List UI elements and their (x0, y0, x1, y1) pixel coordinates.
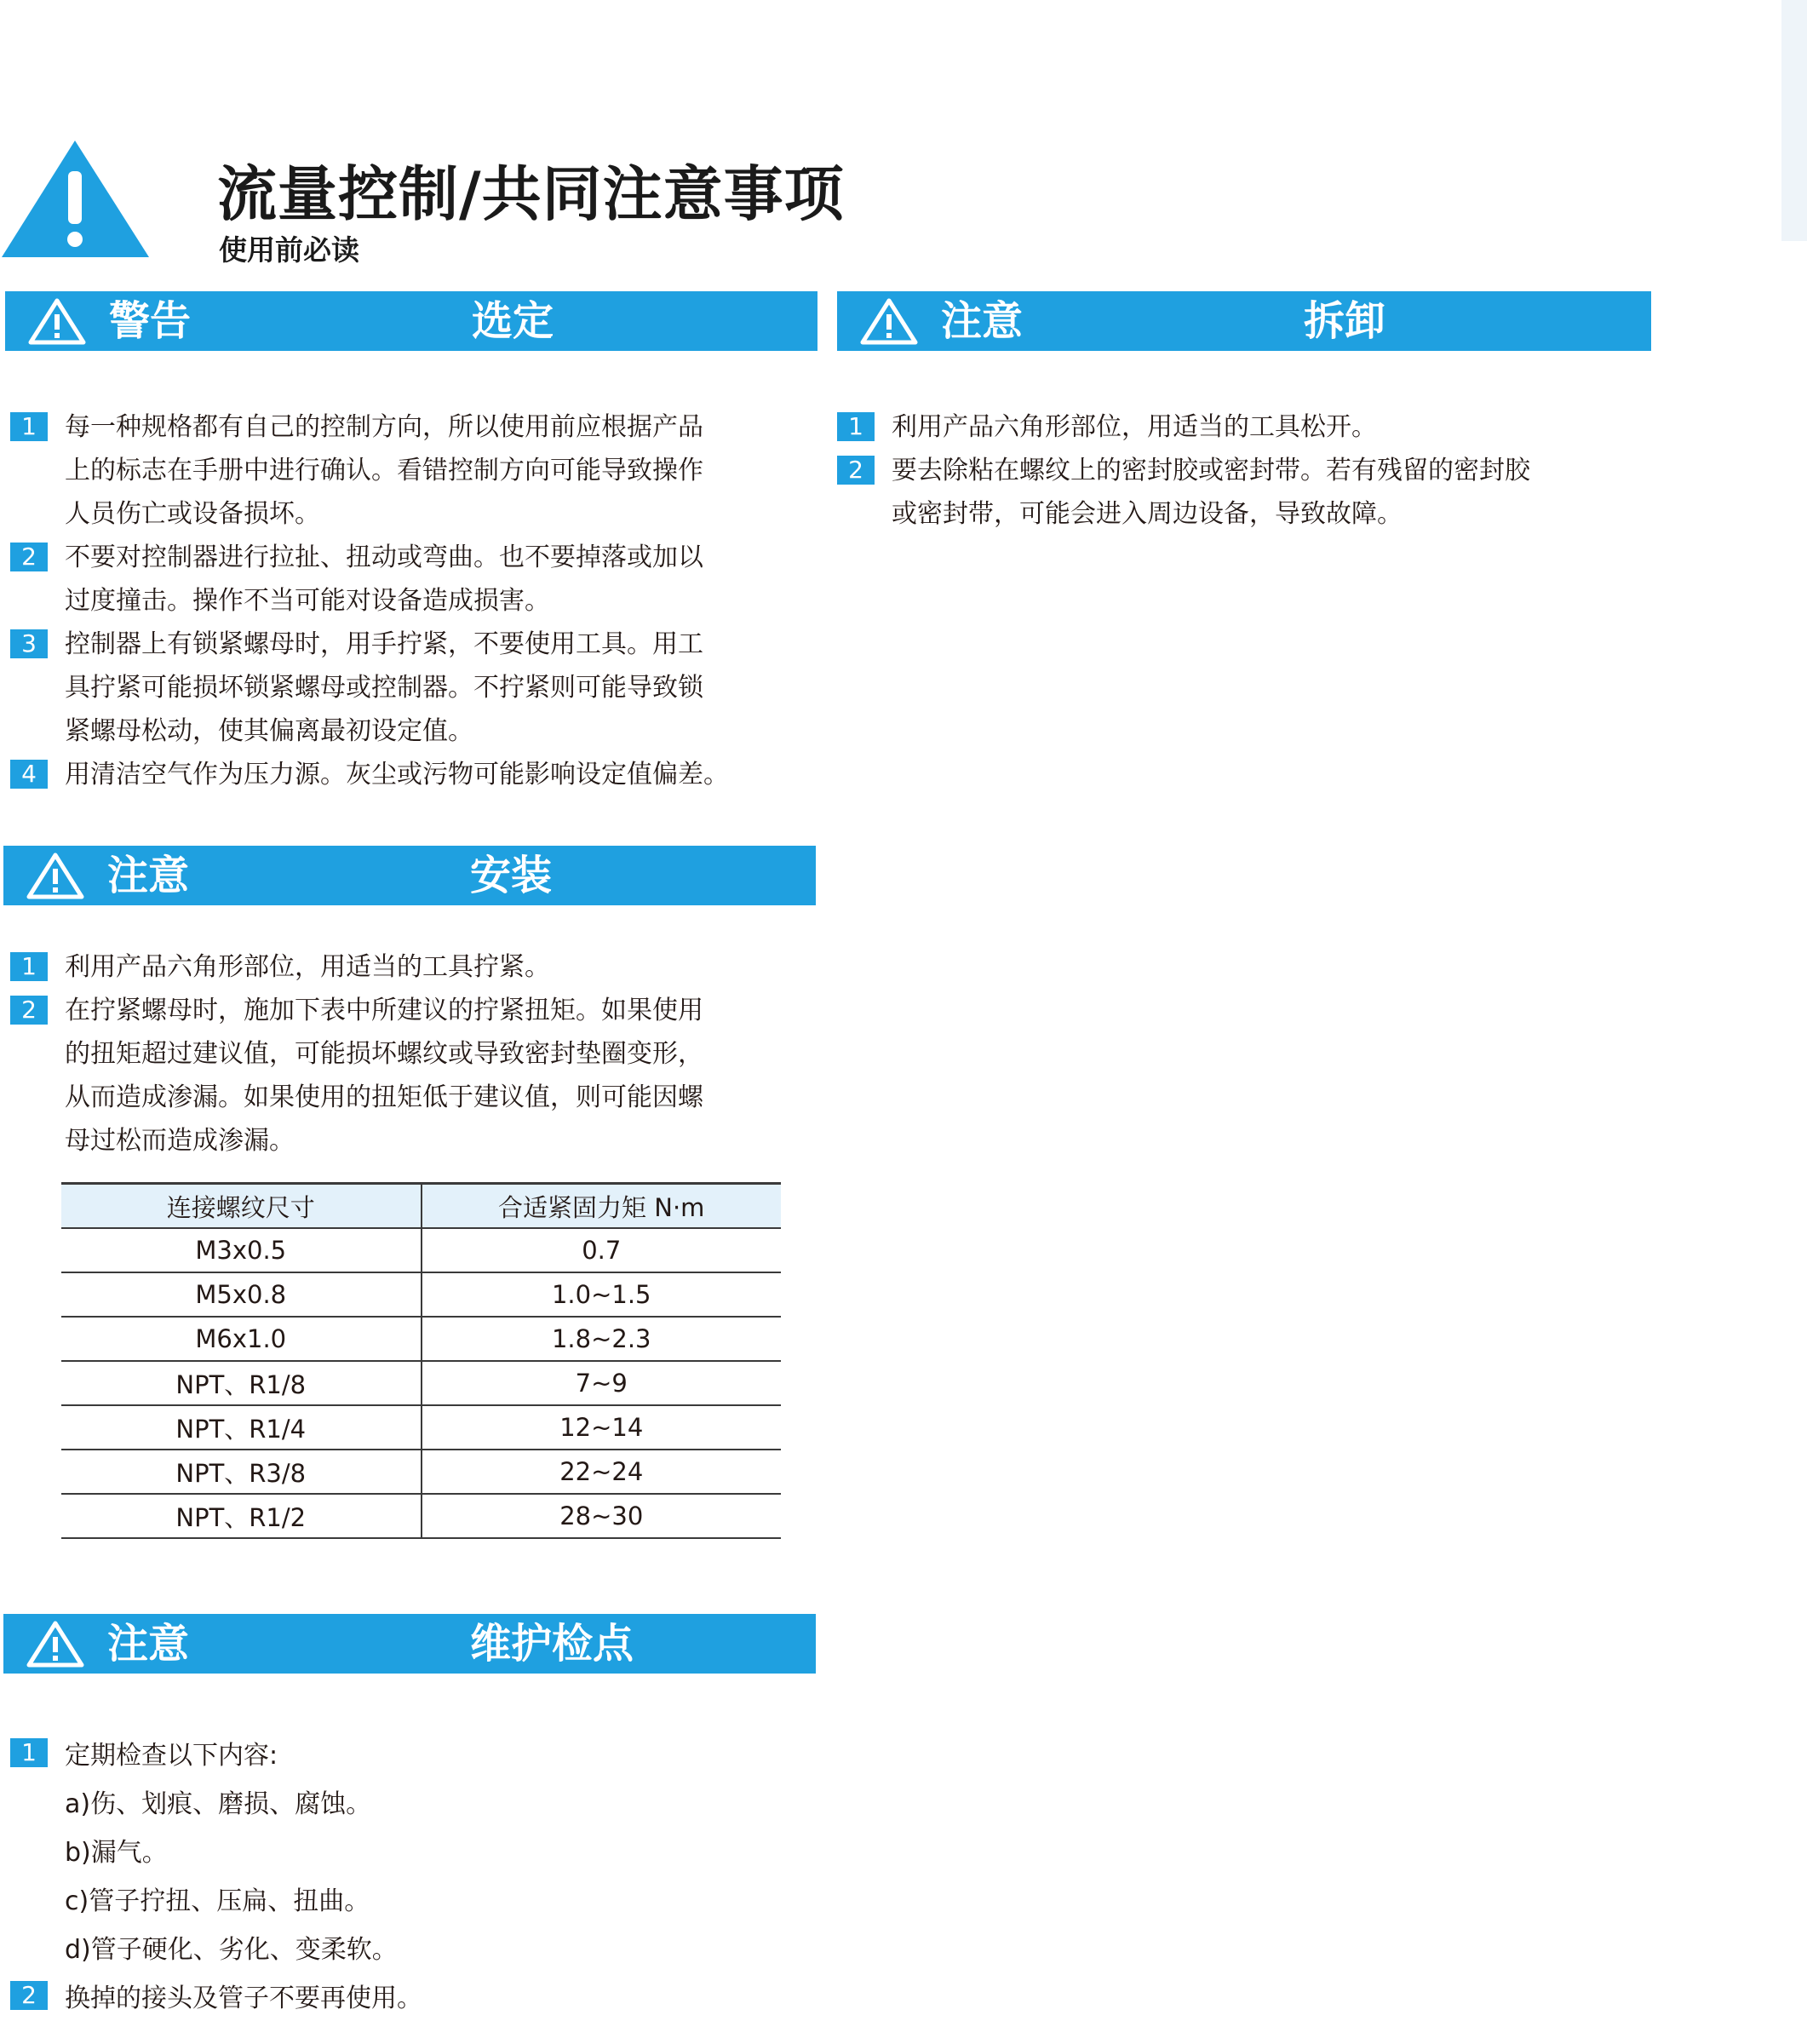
list-item (832, 405, 1530, 449)
maintenance-list (5, 1731, 422, 2023)
section-banner-maintenance (3, 1614, 816, 1674)
item-text: 要去除粘在螺纹上的密封胶或密封带。若有残留的密封胶 (892, 456, 1530, 485)
table-row (61, 1228, 781, 1272)
item-text: 具拧紧可能损坏锁紧螺母或控制器。不拧紧则可能导致锁 (65, 673, 703, 703)
item-text: 控制器上有锁紧螺母时，用手拧紧，不要使用工具。用工 (65, 629, 703, 659)
torque-table (61, 1182, 781, 1539)
thread-size-cell: M3x0.5 (61, 1228, 422, 1272)
section-title: 安装 (470, 852, 553, 899)
thread-size-cell: NPT、R1/2 (61, 1494, 422, 1538)
thread-size-cell: NPT、R3/8 (61, 1450, 422, 1494)
torque-cell: 0.7 (422, 1228, 782, 1272)
page-title: 流量控制/共同注意事项 (217, 159, 845, 229)
item-text: b)漏气。 (65, 1838, 168, 1868)
item-number: 2 (10, 543, 48, 571)
thread-size-cell: M5x0.8 (61, 1272, 422, 1317)
table-header-row (61, 1184, 781, 1229)
section-level: 注意 (107, 852, 190, 899)
list-item (5, 1974, 422, 2023)
selection-list (5, 405, 729, 796)
item-text: 人员伤亡或设备损坏。 (65, 499, 320, 529)
item-number: 1 (10, 412, 48, 441)
list-item (5, 1731, 422, 1974)
section-level: 警告 (109, 297, 192, 345)
torque-cell: 22~24 (422, 1450, 782, 1494)
item-text: 不要对控制器进行拉扯、扭动或弯曲。也不要掉落或加以 (65, 543, 703, 572)
warning-triangle-icon (0, 139, 151, 259)
removal-list (832, 405, 1530, 536)
item-number: 1 (10, 952, 48, 981)
thread-size-cell: NPT、R1/4 (61, 1405, 422, 1450)
item-number: 3 (10, 629, 48, 658)
list-item (5, 945, 703, 989)
item-text: 利用产品六角形部位，用适当的工具松开。 (892, 412, 1377, 442)
section-level: 注意 (941, 297, 1024, 345)
item-number: 2 (10, 996, 48, 1025)
section-title: 拆卸 (1304, 297, 1386, 345)
column-header: 合适紧固力矩 N·m (422, 1184, 782, 1229)
item-text: 过度撞击。操作不当可能对设备造成损害。 (65, 586, 550, 616)
list-item (832, 449, 1530, 536)
table-row (61, 1405, 781, 1450)
table-row (61, 1361, 781, 1405)
table-row (61, 1494, 781, 1538)
table-row (61, 1272, 781, 1317)
caution-triangle-icon (859, 297, 919, 345)
item-text: 从而造成渗漏。如果使用的扭矩低于建议值，则可能因螺 (65, 1082, 703, 1112)
torque-cell: 1.8~2.3 (422, 1317, 782, 1361)
item-text: 每一种规格都有自己的控制方向，所以使用前应根据产品 (65, 412, 703, 442)
item-text: 定期检查以下内容: (65, 1741, 278, 1771)
section-banner-removal (837, 291, 1651, 351)
item-number: 1 (10, 1738, 48, 1767)
item-text: d)管子硬化、劣化、变柔软。 (65, 1935, 398, 1965)
caution-triangle-icon (26, 1620, 85, 1668)
table-row (61, 1450, 781, 1494)
torque-cell: 28~30 (422, 1494, 782, 1538)
list-item (5, 623, 729, 753)
item-text: 换掉的接头及管子不要再使用。 (65, 1984, 422, 2013)
item-number: 2 (10, 1981, 48, 2010)
item-text: 或密封带，可能会进入周边设备，导致故障。 (892, 499, 1403, 529)
item-text: a)伤、划痕、磨损、腐蚀。 (65, 1789, 372, 1819)
list-item (5, 536, 729, 623)
section-level: 注意 (107, 1620, 190, 1668)
column-header: 连接螺纹尺寸 (61, 1184, 422, 1229)
side-tab (1781, 0, 1807, 241)
list-item (5, 753, 729, 796)
torque-cell: 1.0~1.5 (422, 1272, 782, 1317)
torque-cell: 7~9 (422, 1361, 782, 1405)
torque-cell: 12~14 (422, 1405, 782, 1450)
item-text: 母过松而造成渗漏。 (65, 1126, 295, 1156)
section-title: 维护检点 (470, 1620, 634, 1668)
item-text: 的扭矩超过建议值，可能损坏螺纹或导致密封垫圈变形， (65, 1039, 703, 1069)
installation-list (5, 945, 703, 1163)
list-item (5, 405, 729, 536)
item-number: 1 (837, 412, 875, 441)
section-banner-selection (5, 291, 817, 351)
item-text: 上的标志在手册中进行确认。看错控制方向可能导致操作 (65, 456, 703, 485)
item-number: 2 (837, 456, 875, 485)
item-text: 用清洁空气作为压力源。灰尘或污物可能影响设定值偏差。 (65, 760, 729, 789)
list-item (5, 989, 703, 1163)
caution-triangle-icon (27, 297, 87, 345)
item-text: 在拧紧螺母时，施加下表中所建议的拧紧扭矩。如果使用 (65, 996, 703, 1025)
item-text: c)管子拧扭、压扁、扭曲。 (65, 1886, 370, 1916)
thread-size-cell: NPT、R1/8 (61, 1361, 422, 1405)
item-number: 4 (10, 760, 48, 789)
thread-size-cell: M6x1.0 (61, 1317, 422, 1361)
caution-triangle-icon (26, 852, 85, 899)
page-subtitle: 使用前必读 (219, 233, 359, 267)
table-row (61, 1317, 781, 1361)
section-banner-installation (3, 846, 816, 905)
item-text: 紧螺母松动，使其偏离最初设定值。 (65, 716, 473, 746)
item-text: 利用产品六角形部位，用适当的工具拧紧。 (65, 952, 550, 982)
section-title: 选定 (472, 297, 554, 345)
